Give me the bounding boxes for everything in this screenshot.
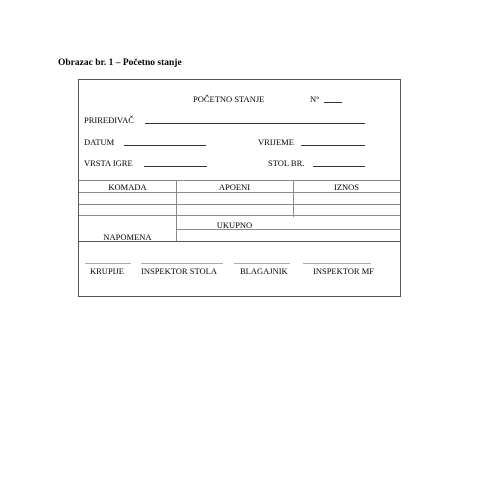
table-no-field[interactable] xyxy=(313,166,365,167)
signature-line-blagajnik[interactable] xyxy=(234,263,290,264)
signature-label-inspektor-mf: INSPEKTOR MF xyxy=(313,266,375,276)
column-header-iznos: IZNOS xyxy=(333,182,360,192)
column-header-apoeni: APOENI xyxy=(218,182,251,192)
document-caption: Obrazac br. 1 – Početno stanje xyxy=(58,58,182,68)
table-row-line xyxy=(79,215,400,216)
signature-line-inspektor-mf[interactable] xyxy=(303,263,371,264)
game-type-field[interactable] xyxy=(144,166,207,167)
table-no-label: STOL BR. xyxy=(268,158,305,168)
date-label: DATUM xyxy=(84,137,115,147)
organizer-field[interactable] xyxy=(145,123,365,124)
signature-line-inspektor-stola[interactable] xyxy=(141,263,223,264)
table-header-line xyxy=(79,192,400,193)
table-top-line xyxy=(79,180,400,181)
signature-label-blagajnik: BLAGAJNIK xyxy=(240,266,288,276)
time-label: VRIJEME xyxy=(258,137,294,147)
signature-label-krupije: KRUPIJE xyxy=(90,266,125,276)
column-header-komada: KOMADA xyxy=(108,182,147,192)
game-type-label: VRSTA IGRE xyxy=(84,158,133,168)
organizer-label: PRIREĐIVAČ xyxy=(84,115,134,125)
time-field[interactable] xyxy=(301,145,365,146)
form-title: POČETNO STANJE xyxy=(193,94,265,104)
number-field[interactable] xyxy=(324,102,342,103)
number-label: N° xyxy=(310,94,320,104)
initial-state-form xyxy=(78,79,401,297)
date-field[interactable] xyxy=(124,145,206,146)
signature-label-inspektor-stola: INSPEKTOR STOLA xyxy=(141,266,217,276)
note-label: NAPOMENA xyxy=(103,232,152,242)
total-label: UKUPNO xyxy=(216,220,253,230)
signature-line-krupije[interactable] xyxy=(85,263,131,264)
table-row-line xyxy=(79,204,400,205)
